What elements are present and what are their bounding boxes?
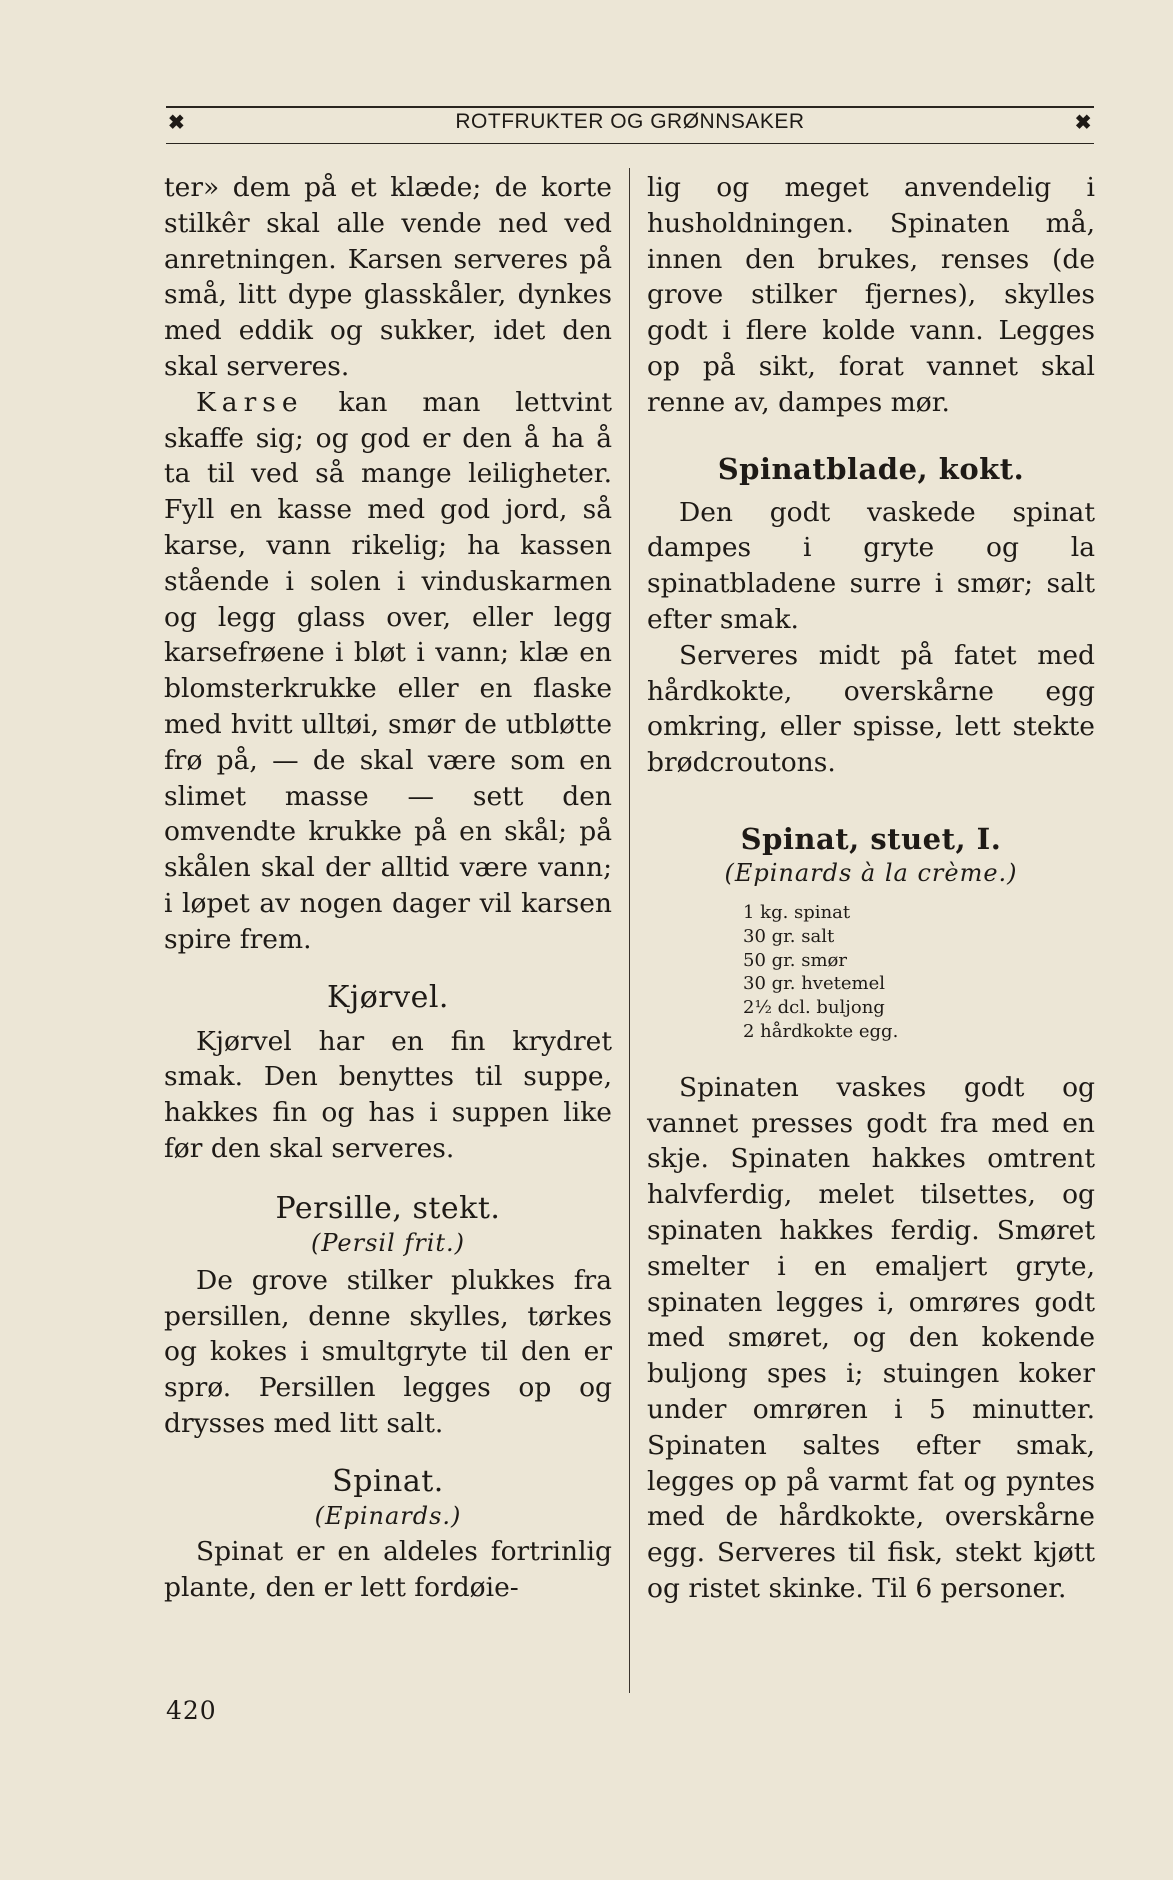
paragraph-spinat: Spinat er en aldeles fortrinlig plante, den er lett fordøie- bbox=[164, 1535, 612, 1603]
ingredient-item: 2½ dcl. buljong bbox=[743, 997, 885, 1019]
subtitle-spinat-stuet: (Epinards à la crème.) bbox=[724, 858, 1018, 887]
paragraph-spinat-stuet: Spinaten vaskes godt og vannet presses godt fra med en skje. Spinaten hakkes omtrent halvferdig, melet tilsettes, og spinaten hakkes ferdig. Smøret smelter i en emaljert gryte, spinaten legges i, omrøres godt med smøret, og den kokende buljong spes i; stuingen koker under omrøren i 5 minutter. Spinaten saltes efter smak, legges op på varmt fat og pyntes med de hårdkokte, overskårne egg. Serveres til fisk, stekt kjøtt og ristet skinke. Til 6 personer. bbox=[647, 1071, 1095, 1604]
page-number: 420 bbox=[166, 1696, 217, 1725]
paragraph-spinat-continued: lig og meget anvendelig i husholdningen. Spinaten må, innen den brukes, renses (de grove stilker fjernes), skylles godt i flere kolde vann. Legges op på sikt, forat vannet skal renne av, dampes mør. bbox=[647, 172, 1095, 418]
karse-growing-text: kan man lettvint skaffe sig; og god er den å ha å ta til ved så mange leiligheter. Fyll en kasse med god jord, så karse, vann rikelig; ha kassen stående i solen i vinduskarmen og legg glass over, eller legg karsefrøene i bløt i vann; klæ en blomsterkrukke eller en flaske med hvitt ulltøi, smør de utbløtte frø på, — de skal være som en slimet masse — sett den omvendte krukke på en skål; på skålen skal der alltid være vann; i løpet av nogen dager vil karsen spire frem. bbox=[164, 386, 612, 955]
paragraph-kjorvel: Kjørvel har en fin krydret smak. Den benyttes til suppe, hakkes fin og has i suppen like før den skal serveres. bbox=[164, 1025, 612, 1164]
heading-kjorvel: Kjørvel. bbox=[327, 979, 449, 1015]
ingredient-item: 2 hårdkokte egg. bbox=[743, 1020, 899, 1042]
header-rule-bottom bbox=[166, 143, 1094, 144]
left-column bbox=[164, 170, 612, 1605]
heading-spinat: Spinat. bbox=[332, 1463, 444, 1499]
running-header bbox=[166, 110, 1094, 140]
right-column bbox=[647, 170, 1095, 1607]
ingredient-list bbox=[743, 901, 1095, 1044]
paragraph-karse-serving: ter» dem på et klæde; de korte stilkêr skal alle vende ned ved anretningen. Karsen serveres på små, litt dype glasskåler, dynkes med eddik og sukker, idet den skal serveres. bbox=[164, 172, 612, 382]
ingredient-item: 1 kg. spinat bbox=[743, 901, 851, 923]
heading-spinatblade: Spinatblade, kokt. bbox=[717, 451, 1025, 486]
ingredient-item: 30 gr. salt bbox=[743, 925, 835, 947]
running-header-title: ROTFRUKTER OG GRØNNSAKER bbox=[455, 110, 805, 133]
heading-spinat-stuet: Spinat, stuet, I. bbox=[740, 821, 1002, 856]
ornament-right: ✖ bbox=[1074, 112, 1092, 134]
paragraph-spinatblade-method: Den godt vaskede spinat dampes i gryte og la spinatbladene surre i smør; salt efter smak. bbox=[647, 496, 1095, 635]
heading-persille: Persille, stekt. bbox=[275, 1190, 501, 1226]
subtitle-persille: (Persil frit.) bbox=[310, 1228, 466, 1257]
subtitle-spinat: (Epinards.) bbox=[314, 1501, 462, 1530]
paragraph-karse-growing bbox=[164, 385, 612, 958]
paragraph-persille: De grove stilker plukkes fra persillen, denne skylles, tørkes og kokes i smultgryte til den er sprø. Persillen legges op og drysses med litt salt. bbox=[164, 1264, 612, 1439]
ingredient-item: 30 gr. hvetemel bbox=[743, 973, 885, 995]
header-rule-top bbox=[166, 106, 1094, 108]
karse-lead-word: Karse bbox=[196, 386, 304, 418]
column-divider bbox=[629, 168, 630, 1693]
ingredient-item: 50 gr. smør bbox=[743, 949, 847, 971]
paragraph-spinatblade-serving: Serveres midt på fatet med hårdkokte, overskårne egg omkring, eller spisse, lett stekte brødcroutons. bbox=[647, 639, 1095, 779]
ornament-left: ✖ bbox=[168, 112, 186, 134]
